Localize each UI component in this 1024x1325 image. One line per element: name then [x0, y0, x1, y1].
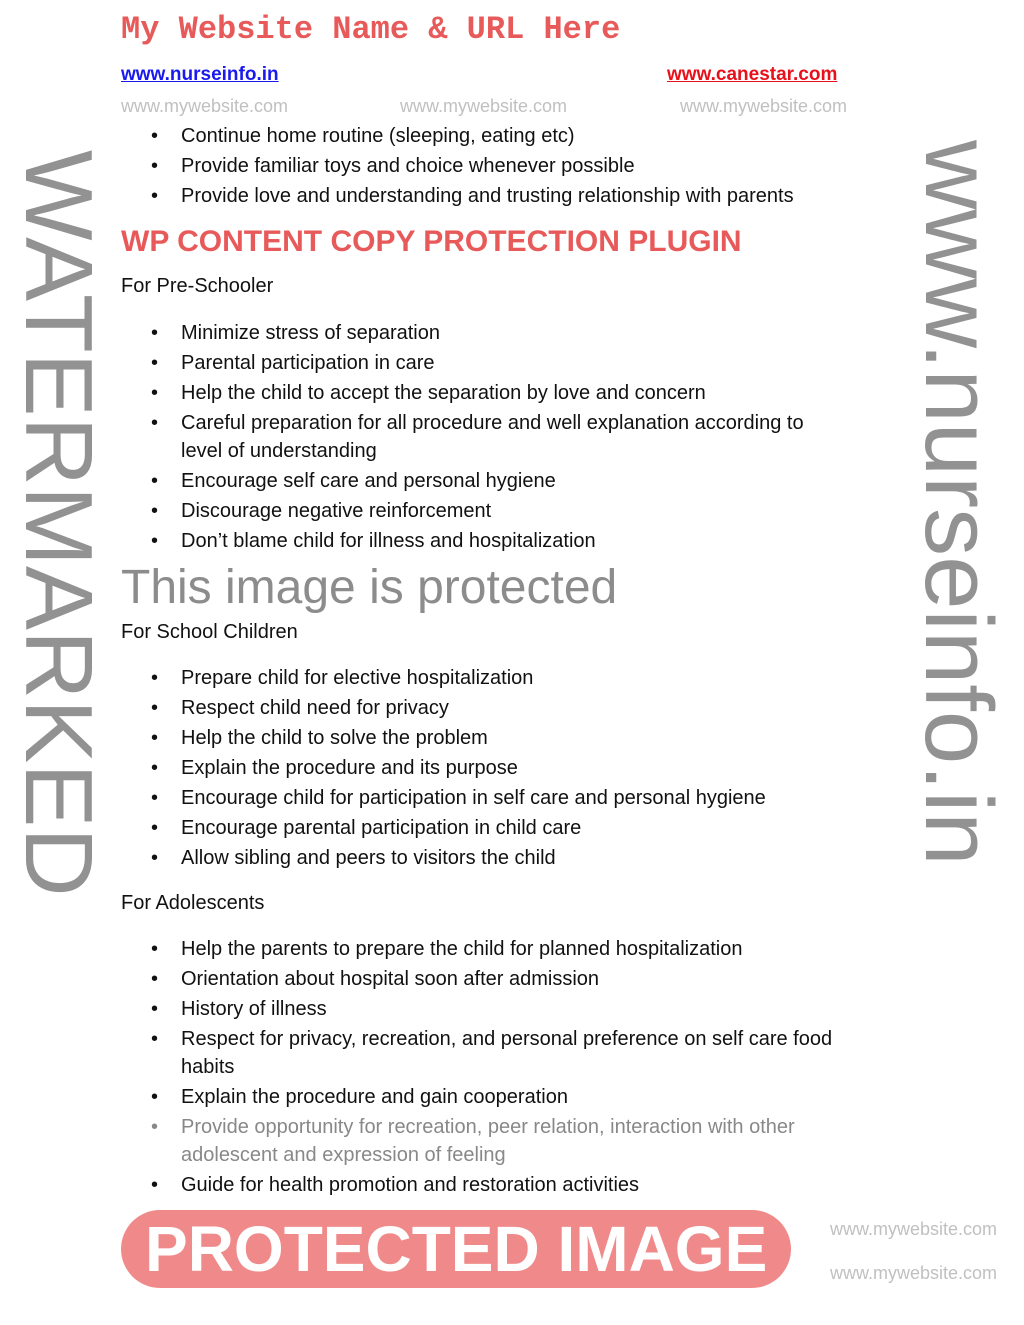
- list-item: Parental participation in care: [181, 352, 435, 374]
- tile-watermark-text: www.mywebsite.com: [830, 1219, 998, 1239]
- tile-watermark-text: www.mywebsite.com: [121, 96, 289, 116]
- list-item: Explain the procedure and gain cooperation: [181, 1086, 568, 1108]
- bullet-icon: •: [151, 968, 159, 990]
- tile-watermark-text: www.mywebsite.com: [680, 96, 848, 116]
- list-item: Encourage child for participation in self care and personal hygiene: [181, 787, 766, 809]
- list-item: Respect for privacy, recreation, and personal preference on self care food: [181, 1028, 833, 1050]
- list-item: Provide love and understanding and trusting relationship with parents: [181, 185, 794, 207]
- list-item: Encourage self care and personal hygiene: [181, 470, 556, 492]
- bullet-icon: •: [151, 667, 159, 689]
- stamp-bottom-text: My Website Name & URL Here: [121, 11, 621, 48]
- list-item: Guide for health promotion and restoration activities: [181, 1174, 640, 1196]
- list-item: Encourage parental participation in child care: [181, 817, 582, 839]
- protected-notice: This image is protected: [121, 561, 618, 614]
- list-item: History of illness: [181, 998, 327, 1020]
- list-item: Careful preparation for all procedure and well explanation according to: [181, 412, 804, 434]
- list-item: Help the parents to prepare the child for planned hospitalization: [181, 938, 743, 960]
- bullet-icon: •: [151, 530, 159, 552]
- bullet-icon: •: [151, 470, 159, 492]
- list-item: level of understanding: [181, 440, 377, 462]
- bullet-icon: •: [151, 500, 159, 522]
- tile-watermark-text: www.mywebsite.com: [830, 1263, 998, 1283]
- list-item: Explain the procedure and its purpose: [181, 757, 518, 779]
- section-heading: For Adolescents: [121, 892, 265, 914]
- bullet-icon: •: [151, 787, 159, 809]
- list-item: Respect child need for privacy: [181, 697, 449, 719]
- list-item: Prepare child for elective hospitalization: [181, 667, 534, 689]
- canestar-link[interactable]: www.canestar.com: [667, 64, 838, 85]
- nurseinfo-watermark: www.nurseinfo.in: [905, 140, 1012, 866]
- bullet-icon: •: [151, 155, 159, 177]
- list-item: adolescent and expression of feeling: [181, 1144, 506, 1166]
- bullet-icon: •: [151, 757, 159, 779]
- list-item: Provide opportunity for recreation, peer relation, interaction with other: [181, 1116, 795, 1138]
- bullet-icon: •: [151, 125, 159, 147]
- list-item: Allow sibling and peers to visitors the child: [181, 847, 556, 869]
- bullet-icon: •: [151, 1174, 159, 1196]
- bullet-icon: •: [151, 412, 159, 434]
- list-item: Orientation about hospital soon after admission: [181, 968, 600, 990]
- bullet-icon: •: [151, 998, 159, 1020]
- bullet-icon: •: [151, 697, 159, 719]
- bullet-icon: •: [151, 817, 159, 839]
- bullet-icon: •: [151, 185, 159, 207]
- list-item: Provide familiar toys and choice whenever possible: [181, 155, 635, 177]
- watermarked-text: WATERMARKED: [5, 150, 112, 897]
- bullet-icon: •: [151, 322, 159, 344]
- bullet-icon: •: [151, 938, 159, 960]
- bullet-icon: •: [151, 1116, 159, 1138]
- list-item: habits: [181, 1056, 235, 1078]
- section-heading: For Pre-Schooler: [121, 275, 274, 297]
- list-item: Help the child to solve the problem: [181, 727, 488, 749]
- list-item: Continue home routine (sleeping, eating etc): [181, 125, 575, 147]
- bullet-icon: •: [151, 727, 159, 749]
- stamp-top-text: WP CONTENT COPY PROTECTION PLUGIN: [121, 225, 742, 258]
- bullet-icon: •: [151, 1086, 159, 1108]
- bullet-icon: •: [151, 382, 159, 404]
- list-item: Help the child to accept the separation by love and concern: [181, 382, 706, 404]
- list-item: Don’t blame child for illness and hospitalization: [181, 530, 596, 552]
- bullet-icon: •: [151, 1028, 159, 1050]
- list-item: Discourage negative reinforcement: [181, 500, 492, 522]
- protected-stamp: [121, 1210, 791, 1288]
- nurseinfo-link[interactable]: www.nurseinfo.in: [121, 64, 279, 85]
- list-item: Minimize stress of separation: [181, 322, 440, 344]
- bullet-icon: •: [151, 847, 159, 869]
- tile-watermark-text: www.mywebsite.com: [400, 96, 568, 116]
- stamp-band-text: PROTECTED IMAGE: [145, 1213, 768, 1285]
- section-heading: For School Children: [121, 621, 298, 643]
- bullet-icon: •: [151, 352, 159, 374]
